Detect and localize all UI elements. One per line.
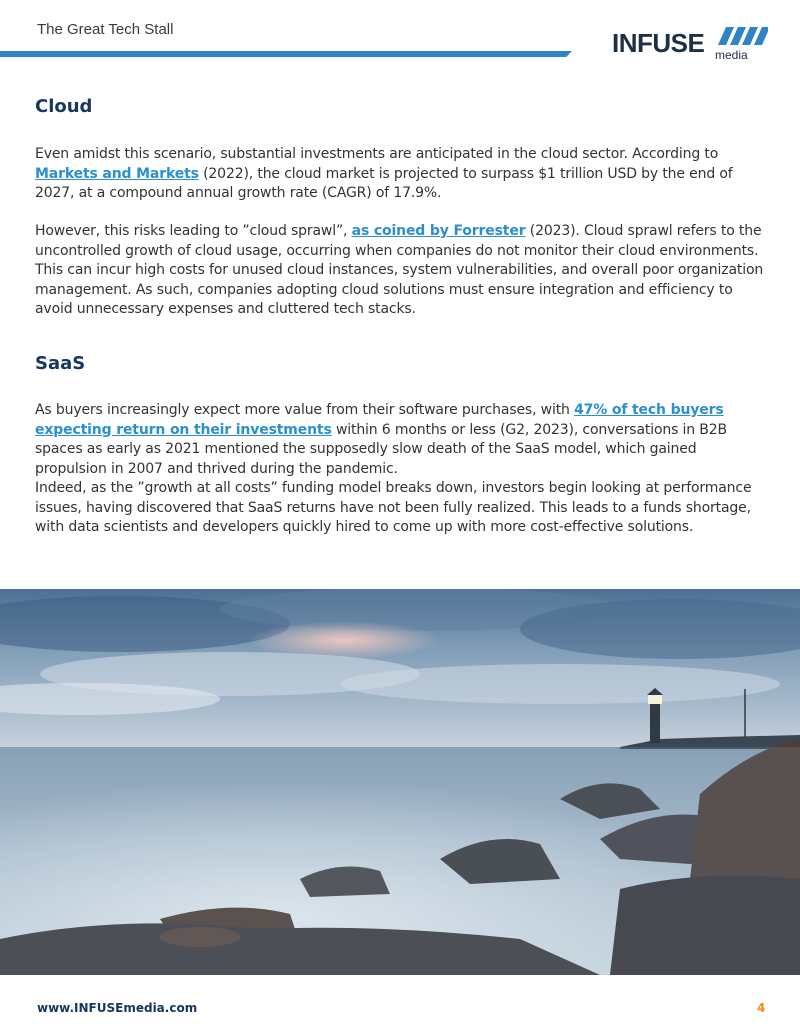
- paragraph-text: Even amidst this scenario, substantial investments are anticipated in the cloud sector. According to: [35, 146, 719, 162]
- seascape-photo: [0, 589, 800, 975]
- paragraph-text: (2022), the cloud market is projected to surpass $1 trillion USD by the end of 2027, at a compound annual growth rate (CAGR) of 17.9%.: [35, 165, 733, 201]
- cloud-paragraph-2: [35, 222, 768, 320]
- footer-website[interactable]: www.INFUSEmedia.com: [37, 1001, 198, 1015]
- saas-paragraph-1: [35, 401, 768, 479]
- markets-and-markets-link[interactable]: Markets and Markets: [35, 165, 199, 182]
- paragraph-text: within 6 months or less (G2, 2023), conversations in B2B spaces as early as 2021 mentioned the supposedly slow death of the SaaS model, which gained propulsion in 2007 and thrived during the pandemic.: [35, 421, 727, 477]
- logo-sub: media: [715, 48, 748, 62]
- paragraph-text: (2023). Cloud sprawl refers to the uncontrolled growth of cloud usage, occurring when companies do not monitor their cloud environments. This can incur high costs for unused cloud instances, system vulnerabilities, and overall poor organization management. As such, companies adopting cloud solutions must ensure integration and efficiency to avoid unnecessary expenses and cluttered tech stacks.: [35, 223, 764, 317]
- infuse-media-logo: [612, 26, 772, 62]
- paragraph-text: However, this risks leading to ”cloud sprawl”,: [35, 223, 352, 239]
- paragraph-text: As buyers increasingly expect more value from their software purchases, with: [35, 402, 575, 418]
- forrester-link[interactable]: as coined by Forrester: [351, 223, 526, 239]
- page-number: 4: [757, 1001, 766, 1015]
- tech-buyers-link[interactable]: 47% of tech buyers expecting return on their investments: [35, 402, 724, 438]
- document-title: The Great Tech Stall: [37, 21, 174, 38]
- saas-paragraph-2: Indeed, as the ”growth at all costs” funding model breaks down, investors begin looking at performance issues, having discovered that SaaS returns have not been fully realized. This leads to a funds shortage, with data scientists and developers quickly hired to come up with more cost-effective solutions.: [35, 480, 752, 535]
- header-rule: [0, 51, 572, 57]
- cloud-paragraph-1: [35, 145, 768, 204]
- section-heading-cloud: Cloud: [35, 96, 93, 117]
- section-heading-saas: SaaS: [35, 353, 86, 374]
- logo-stripes-icon: [716, 27, 768, 45]
- logo-word: INFUSE: [612, 28, 705, 58]
